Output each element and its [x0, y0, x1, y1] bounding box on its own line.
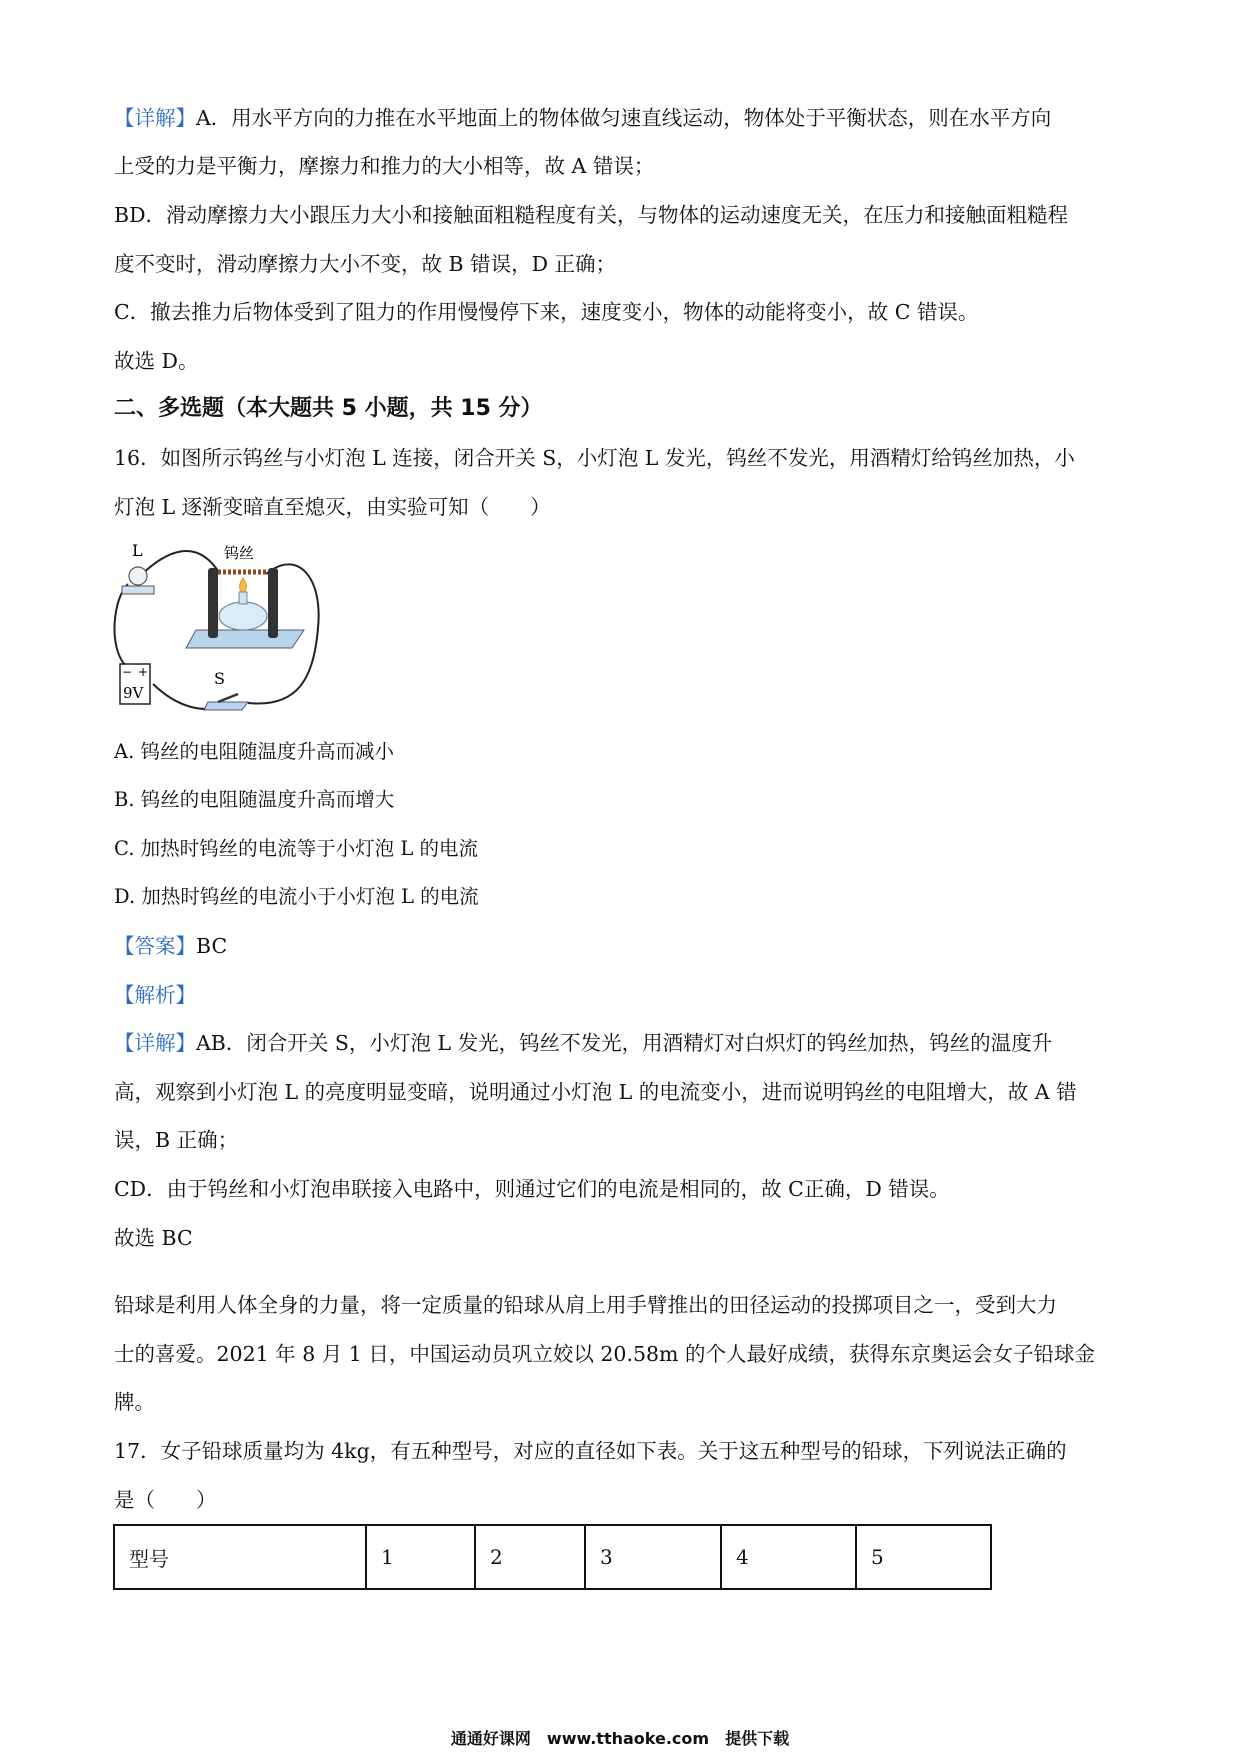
prev-detail-line-2: 上受的力是平衡力，摩擦力和推力的大小相等，故 A 错误； [114, 154, 655, 178]
passage-line-3: 牌。 [114, 1390, 155, 1414]
prev-detail-line-1: 【详解】A．用水平方向的力推在水平地面上的物体做匀速直线运动，物体处于平衡状态，则在水平方向 [114, 106, 1052, 130]
table-cell: 3 [585, 1525, 721, 1589]
passage-line-1: 铅球是利用人体全身的力量，将一定质量的铅球从肩上用手臂推出的田径运动的投掷项目之一，受到大力 [114, 1293, 1057, 1317]
q16-detail-line-4: CD．由于钨丝和小灯泡串联接入电路中，则通过它们的电流是相同的，故 C正确，D 错误。 [114, 1177, 950, 1201]
table-row [114, 1525, 991, 1589]
q17-stem-line-2: 是（ ） [114, 1488, 217, 1512]
circuit-diagram [108, 538, 348, 720]
q16-option-c: C. 加热时钨丝的电流等于小灯泡 L 的电流 [114, 837, 478, 860]
prev-detail-line-3: BD．滑动摩擦力大小跟压力大小和接触面粗糙程度有关，与物体的运动速度无关，在压力和接触面粗糙程 [114, 203, 1068, 227]
table-cell: 5 [856, 1525, 991, 1589]
platform [186, 630, 304, 648]
q17-stem-line-1: 17．女子铅球质量均为 4kg，有五种型号，对应的直径如下表。关于这五种型号的铅球，下列说法正确的 [114, 1439, 1067, 1463]
q16-option-d: D. 加热时钨丝的电流小于小灯泡 L 的电流 [114, 885, 479, 908]
q16-option-a: A. 钨丝的电阻随温度升高而减小 [114, 740, 394, 763]
page-footer: 通通好课网 www.tthaoke.com 提供下载 [450, 1729, 790, 1748]
table-cell: 1 [366, 1525, 475, 1589]
prev-detail-line-4: 度不变时，滑动摩擦力大小不变，故 B 错误，D 正确； [114, 252, 617, 276]
post-right [268, 568, 278, 638]
switch-base [204, 702, 248, 710]
wire-top-left [138, 551, 220, 578]
q16-stem-line-1: 16．如图所示钨丝与小灯泡 L 连接，闭合开关 S，小灯泡 L 发光，钨丝不发光，用酒精灯给钨丝加热，小 [114, 446, 1075, 470]
tungsten-label: 钨丝 [224, 544, 255, 562]
q16-answer: 【答案】BC [114, 934, 228, 958]
switch-lever [218, 694, 238, 702]
passage-line-2: 士的喜爱。2021 年 8 月 1 日，中国运动员巩立姣以 20.58m 的个人最好成绩，获得东京奥运会女子铅球金 [114, 1342, 1095, 1366]
wire-left [114, 584, 128, 666]
battery-positive: + [138, 665, 149, 679]
q16-detail-line-2: 高，观察到小灯泡 L 的亮度明显变暗，说明通过小灯泡 L 的电流变小，进而说明钨丝的电阻增大，故 A 错 [114, 1080, 1077, 1104]
alcohol-lamp-neck [239, 592, 247, 604]
table-cell: 4 [721, 1525, 856, 1589]
lamp-base [122, 586, 154, 594]
table-header-cell: 型号 [114, 1525, 366, 1589]
table-cell: 2 [475, 1525, 585, 1589]
post-left [208, 568, 218, 638]
lamp-label: L [132, 541, 143, 560]
q16-stem-line-2: 灯泡 L 逐渐变暗直至熄灭，由实验可知（ ） [114, 495, 551, 519]
q16-option-b: B. 钨丝的电阻随温度升高而增大 [114, 788, 395, 811]
flame [240, 578, 247, 592]
prev-choice: 故选 D。 [114, 349, 199, 373]
q17-table [113, 1524, 992, 1590]
q16-detail-line-3: 误，B 正确； [114, 1128, 239, 1152]
q16-analysis-label: 【解析】 [114, 983, 196, 1007]
battery-label: 9V [123, 684, 144, 702]
alcohol-lamp [219, 602, 267, 630]
battery-negative: − [122, 665, 133, 679]
prev-detail-line-5: C．撤去推力后物体受到了阻力的作用慢慢停下来，速度变小，物体的动能将变小，故 C 错误。 [114, 300, 979, 324]
section-heading: 二、多选题（本大题共 5 小题，共 15 分） [114, 396, 543, 421]
lamp-bulb [129, 567, 147, 585]
switch-label: S [214, 669, 225, 688]
q16-detail-line-1: 【详解】AB．闭合开关 S，小灯泡 L 发光，钨丝不发光，用酒精灯对白炽灯的钨丝加热，钨丝的温度升 [114, 1031, 1053, 1055]
q16-choice: 故选 BC [114, 1226, 193, 1250]
